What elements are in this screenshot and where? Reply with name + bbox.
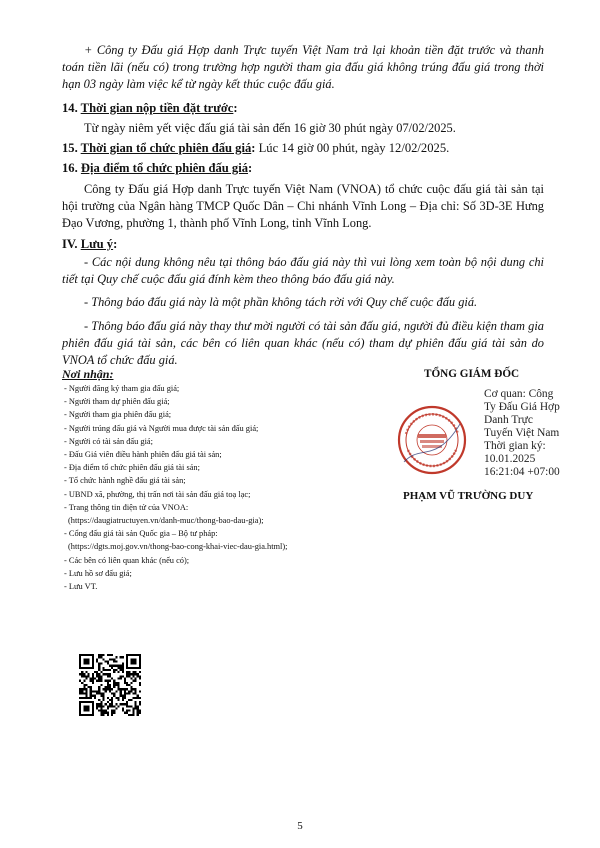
list-item: - Lưu VT.	[64, 582, 98, 592]
section-16-body: Công ty Đấu giá Hợp danh Trực tuyến Việt Nam (VNOA) tổ chức cuộc đấu giá tài sản tại hội trường của Ngân hàng TMCP Quốc Dân – Chi nhánh Vĩnh Long – Địa chỉ: Số 3D-3E Hưng Đạo Vương, phường 1, thành phố Vĩnh Long, tỉnh Vĩnh Long.	[62, 182, 544, 230]
page-number: 5	[297, 820, 303, 832]
section-iv-title: Lưu ý	[80, 237, 114, 251]
section-iv-number: IV.	[62, 237, 78, 251]
section-iv-heading	[62, 236, 117, 253]
section-15-heading	[62, 140, 449, 157]
section-15-number: 15.	[62, 141, 78, 155]
recipients-list	[64, 382, 384, 593]
list-item: - Người có tài sản đấu giá;	[64, 436, 153, 446]
section-15-body: Lúc 14 giờ 00 phút, ngày 12/02/2025.	[255, 141, 450, 155]
section-iv-colon: :	[113, 237, 118, 251]
list-item: - Trang thông tin điện tử của VNOA:	[64, 502, 189, 512]
recipients-title-text: Nơi nhận	[62, 367, 110, 381]
section-16-colon: :	[248, 161, 253, 175]
sig-info-line: 10.01.2025	[484, 453, 536, 465]
section-14-body: Từ ngày niêm yết việc đấu giá tài sản đến 16 giờ 30 phút ngày 07/02/2025.	[84, 121, 456, 135]
section-15-colon: :	[251, 141, 256, 155]
digital-signature-info	[484, 388, 584, 479]
list-item: - Lưu hồ sơ đấu giá;	[64, 568, 132, 578]
list-item: (https://daugiatructuyen.vn/danh-muc/thong-bao-dau-gia);	[68, 516, 264, 526]
list-item: - Đấu Giá viên điều hành phiên đấu giá tài sản;	[64, 450, 222, 460]
section-14-title: Thời gian nộp tiền đặt trước	[80, 101, 234, 115]
sig-info-line: Danh Trực	[484, 414, 533, 426]
sig-info-line: Tuyến Việt Nam	[484, 427, 560, 439]
note-2: - Thông báo đấu giá này là một phần không tách rời với Quy chế cuộc đấu giá.	[84, 295, 478, 309]
sig-info-line: Thời gian ký:	[484, 440, 546, 452]
recipients-title-colon: :	[109, 367, 114, 381]
list-item: - Các bên có liên quan khác (nếu có);	[64, 555, 190, 565]
sig-info-line: Cơ quan: Công	[484, 388, 554, 400]
recipients-title	[62, 367, 113, 382]
list-item: - UBND xã, phường, thị trấn nơi tài sản đấu giá toạ lạc;	[64, 489, 251, 499]
list-item: (https://dgts.moj.gov.vn/thong-bao-cong-khai-viec-dau-gia.html);	[68, 542, 288, 552]
section-16-number: 16.	[62, 161, 78, 175]
list-item: - Người tham dự phiên đấu giá;	[64, 397, 170, 407]
qr-code-icon	[79, 654, 141, 716]
list-item: - Người tham gia phiên đấu giá;	[64, 410, 172, 420]
signature-title: TỔNG GIÁM ĐỐC	[424, 368, 520, 380]
list-item: - Người đăng ký tham gia đấu giá;	[64, 384, 180, 393]
signer-name: PHẠM VŨ TRƯỜNG DUY	[403, 490, 534, 502]
sig-info-line: 16:21:04 +07:00	[484, 466, 560, 478]
list-item: - Người trúng đấu giá và Người mua được tài sản đấu giá;	[64, 423, 259, 433]
refund-paragraph: + Công ty Đấu giá Hợp danh Trực tuyến Việt Nam trả lại khoản tiền đặt trước và thanh toán tiền lãi (nếu có) trong trường hợp người tham gia đấu giá không trúng đấu giá trong thời hạn 03 ngày làm việc kể từ ngày kết thúc cuộc đấu giá.	[62, 43, 544, 91]
list-item: - Tổ chức hành nghề đấu giá tài sản;	[64, 476, 186, 486]
list-item: - Cổng đấu giá tài sản Quốc gia – Bộ tư pháp:	[64, 529, 218, 539]
note-3: - Thông báo đấu giá này thay thư mời người có tài sản đấu giá, người đủ điều kiện tham gia phiên đấu giá tài sản, các bên có liên quan khác (nếu có) tham dự phiên đấu giá tài sản do VNOA tổ chức đấu giá.	[62, 319, 544, 367]
note-1: - Các nội dung không nêu tại thông báo đấu giá này thì vui lòng xem toàn bộ nội dung chi tiết tại Quy chế cuộc đấu giá đính kèm theo thông báo đấu giá này.	[62, 255, 544, 286]
section-14-heading	[62, 100, 238, 117]
section-14-number: 14.	[62, 101, 78, 115]
section-16-title: Địa điểm tổ chức phiên đấu giá	[80, 161, 249, 175]
section-14-colon: :	[233, 101, 238, 115]
list-item: - Địa điểm tổ chức phiên đấu giá tài sản;	[64, 463, 200, 473]
company-seal-icon	[396, 404, 468, 476]
section-16-heading	[62, 160, 252, 177]
section-15-title: Thời gian tổ chức phiên đấu giá	[80, 141, 252, 155]
sig-info-line: Ty Đấu Giá Hợp	[484, 401, 560, 413]
